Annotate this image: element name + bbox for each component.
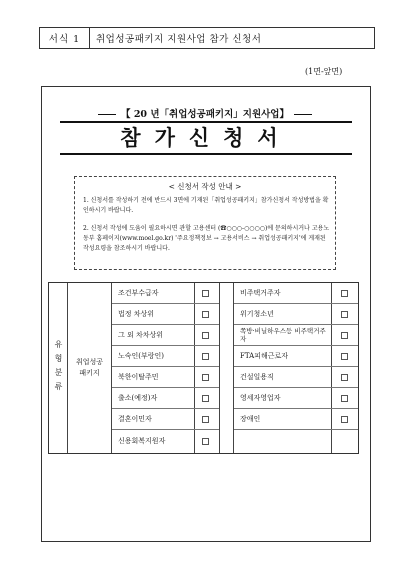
item-label: 건설일용직 [240,373,274,381]
checkbox[interactable] [341,353,348,360]
list-item-empty [234,430,358,452]
checkbox[interactable] [341,416,348,423]
guide-item-1: 1. 신청서를 작성하기 전에 반드시 3면에 기재된「취업성공패키지」참가신청서 작성방법을 확인하시기 바랍니다. [83,197,329,214]
list-item [234,388,358,409]
form-header [39,27,375,49]
checkbox[interactable] [202,332,209,339]
checkbox[interactable] [202,290,209,297]
item-label: 비주택거주자 [240,289,281,297]
list-item [234,304,358,325]
checkbox[interactable] [202,395,209,402]
list-item [112,346,219,367]
item-label: 노숙인(부랑인) [118,352,165,360]
checkbox[interactable] [202,374,209,381]
list-item [234,325,358,346]
guide-item-2: 2. 신청서 작성에 도움이 필요하시면 관할 고용센터 (☎○○○-○○○○)에 문의하시거나 고용노동부 홈페이지(www.moel.go.kr) '주요정책정보 → 고용서비스 → 취업성공패키지'에 게재된 작성요령을 참조하시기 바랍니다. [83,225,330,252]
item-label: 출소(예정)자 [118,394,158,402]
item-label: 위기청소년 [240,310,274,318]
subtitle [75,106,335,120]
list-item [112,325,219,346]
checkbox[interactable] [341,290,348,297]
item-label: 결혼이민자 [118,415,152,423]
list-item [112,304,219,325]
guide-title: < 신청서 작성 안내 > [168,182,242,191]
item-label: 장애인 [240,415,261,423]
form-code: 서식 1 [40,28,90,48]
rule-left [98,114,116,115]
divider [219,283,220,453]
checkbox[interactable] [341,311,348,318]
item-label: 북한이탈주민 [118,373,159,381]
list-item [112,367,219,388]
list-item [112,430,219,452]
item-label: FTA피해근로자 [240,352,289,360]
item-label: 법정 차상위 [118,310,155,318]
subtitle-text: 【 20 년「취업성공패키지」지원사업】 [121,109,289,120]
list-item [112,409,219,430]
list-item [112,388,219,409]
page-title: 참가신청서 [60,121,352,155]
rule-right [294,114,312,115]
list-item [234,346,358,367]
classification-label: 유형분류 [54,340,63,396]
classification-table [48,282,359,454]
item-label: 영세자영업자 [240,394,281,402]
list-item [234,409,358,430]
classification-label-cell [49,283,67,453]
checkbox[interactable] [341,332,348,339]
checkbox[interactable] [202,311,209,318]
page-info: (1면-앞면) [305,67,343,76]
left-list [112,283,219,452]
item-label: 그 외 차차상위 [118,331,164,339]
checkbox[interactable] [341,395,348,402]
list-item [234,367,358,388]
checkbox[interactable] [202,438,209,445]
checkbox[interactable] [341,374,348,381]
guide-box [74,176,336,270]
checkbox[interactable] [202,353,209,360]
category-cell [68,283,111,453]
right-list [234,283,358,452]
item-label: 신용회복지원자 [118,437,166,445]
list-item [112,283,219,304]
item-label: 조건부수급자 [118,289,159,297]
checkbox[interactable] [202,416,209,423]
list-item [234,283,358,304]
form-header-title: 취업성공패키지 지원사업 참가 신청서 [96,34,262,45]
item-label: 쪽방·비닐하우스등 비주택거주자 [240,327,326,343]
category-label: 취업성공패키지 [75,358,104,377]
